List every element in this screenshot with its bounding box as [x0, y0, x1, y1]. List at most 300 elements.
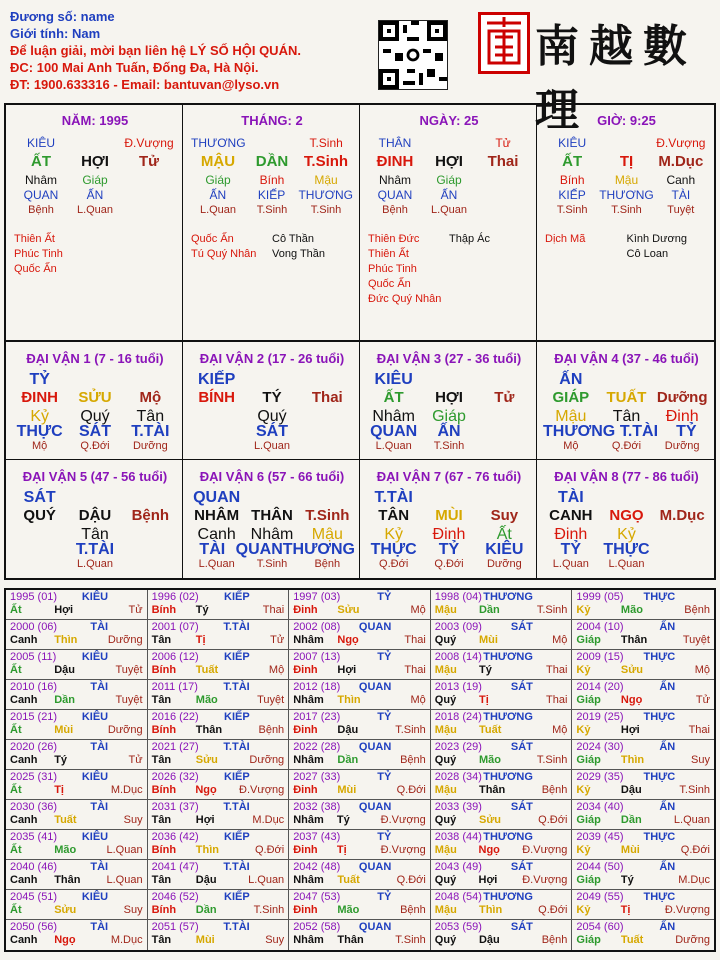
year-label: 2014 (20): [576, 681, 624, 693]
year-cell: [6, 680, 148, 710]
year-cell: [289, 740, 431, 770]
ten-god-row: [14, 136, 176, 151]
year-label: 2002 (08): [293, 621, 341, 633]
dai-van-stage: L.Quan: [253, 440, 291, 452]
header-info: [10, 8, 301, 93]
year-body: [10, 874, 143, 887]
dai-van-stage: [189, 439, 244, 454]
year-stage: Tử: [128, 754, 143, 766]
year-stem: Bính: [151, 844, 177, 856]
year-star: SÁT: [510, 621, 533, 633]
year-star: T.TÀI: [223, 801, 250, 813]
year-cell: [431, 890, 573, 920]
year-stage: M.Dục: [678, 874, 710, 886]
dai-van-god: SÁT: [255, 423, 288, 440]
year-label: 2024 (30): [576, 741, 624, 753]
year-label: 2013 (19): [434, 681, 482, 693]
year-body: [576, 814, 710, 827]
dai-van-can-chi: Mộ: [139, 389, 162, 406]
year-stage: T.Sinh: [253, 904, 285, 916]
dai-van-god: TÀI: [199, 541, 226, 558]
year-stem: Canh: [10, 754, 38, 766]
year-head: [435, 651, 533, 664]
shen-sha-left: [368, 232, 449, 307]
life-stage-row: [14, 203, 176, 218]
year-stem: Kỷ: [576, 784, 591, 796]
hidden-god: [476, 188, 530, 203]
dai-van-gods-row: [189, 542, 355, 557]
year-branch: Sửu: [478, 814, 502, 826]
shen-sha-item: Kình Dương: [626, 233, 687, 245]
dai-van-can-chi: QUÝ: [23, 507, 56, 524]
year-star: KIẾP: [224, 591, 250, 603]
dai-van-can-chi: GIÁP: [552, 389, 590, 406]
year-branch: Tuất: [478, 724, 502, 736]
year-stem: Mậu: [434, 784, 457, 796]
year-star: SÁT: [510, 921, 533, 933]
year-head: [576, 621, 675, 634]
year-stage: Thai: [262, 604, 285, 616]
dai-van-star: TÀI: [557, 489, 584, 506]
hidden-stem: Giáp: [205, 173, 231, 187]
hidden-stem: Bính: [259, 173, 285, 187]
year-stage: Tuyệt: [115, 664, 143, 676]
year-head: [576, 681, 675, 694]
year-stage: Dưỡng: [675, 934, 710, 946]
year-star: TÀI: [90, 741, 109, 753]
year-label: 2022 (28): [293, 741, 341, 753]
year-stage: Suy: [123, 814, 143, 826]
dai-van-hidden-row: [189, 409, 355, 424]
dai-van-can-chi: ẤT: [383, 389, 404, 406]
year-stem: Giáp: [576, 874, 601, 886]
year-head: [10, 591, 108, 604]
year-cell: [148, 590, 290, 620]
year-branch: Mùi: [337, 784, 357, 796]
year-head: [152, 621, 250, 634]
year-branch: Thìn: [620, 754, 645, 766]
year-stage: Thai: [404, 664, 426, 676]
shen-sha-item: Quốc Ấn: [368, 278, 411, 290]
year-branch: Ngọ: [337, 634, 359, 646]
year-branch: Tị: [336, 844, 347, 856]
year-label: 2031 (37): [151, 801, 199, 813]
year-head: [152, 921, 250, 934]
year-body: [152, 694, 285, 707]
dai-van-god: QUAN: [370, 423, 418, 440]
year-stage: Đ.Vượng: [522, 874, 568, 886]
year-stem: Đinh: [293, 604, 318, 616]
year-branch: Tị: [54, 784, 64, 796]
ten-god-row: [368, 136, 530, 151]
year-star: KIÊU: [81, 771, 109, 783]
ten-god: Tử: [495, 136, 511, 150]
year-body: [576, 874, 710, 887]
year-branch: Ngọ: [620, 694, 643, 706]
year-stage: T.Sinh: [679, 784, 710, 796]
year-stage: Thai: [404, 634, 426, 646]
hidden-god: ẤN: [209, 188, 227, 202]
ten-god: T.Sinh: [309, 136, 343, 150]
year-branch: Mão: [195, 694, 218, 706]
year-star: QUAN: [358, 861, 392, 873]
year-body: [10, 844, 143, 857]
year-branch: Hợi: [478, 874, 498, 886]
dai-van-blank: [300, 372, 355, 387]
year-stem: Mậu: [434, 904, 457, 916]
shen-sha-left: [14, 232, 95, 277]
dai-van-title: ĐẠI VẬN 4 (37 - 46 tuổi): [554, 351, 699, 366]
year-branch: Dậu: [478, 934, 500, 946]
dai-van-blank: [654, 490, 710, 505]
hidden-god: TÀI: [671, 188, 691, 202]
dai-van-god: TỶ: [560, 541, 582, 558]
year-star: ẤN: [659, 861, 676, 873]
life-stage: L.Quan: [76, 204, 114, 216]
year-stage: Mộ: [552, 724, 568, 736]
year-label: 2044 (50): [576, 861, 624, 873]
year-body: [293, 724, 426, 737]
dai-van-god: [123, 542, 178, 557]
year-star: THƯƠNG: [483, 771, 533, 783]
year-body: [152, 814, 285, 827]
dai-van-god: THƯƠNG: [543, 423, 616, 440]
dai-van-hidden: Canh: [197, 526, 236, 543]
year-cell: [148, 710, 290, 740]
dai-van-star: TỶ: [29, 371, 50, 388]
dai-van-can-chi-row: [543, 387, 710, 409]
year-stem: Mậu: [434, 604, 457, 616]
year-label: 2042 (48): [293, 861, 341, 873]
year-branch: Thân: [478, 784, 506, 796]
year-label: 2001 (07): [151, 621, 199, 633]
year-stem: Quý: [434, 634, 457, 646]
year-stage: Bệnh: [541, 934, 568, 946]
year-branch: Thìn: [195, 844, 219, 856]
dai-van-can-chi: THÂN: [251, 507, 293, 524]
year-label: 2021 (27): [151, 741, 199, 753]
dai-van-stage: L.Quan: [608, 558, 645, 570]
year-cell: [148, 800, 290, 830]
life-stage: L.Quan: [199, 204, 237, 216]
dai-van-stage: Mộ: [32, 440, 48, 452]
dai-van-5: [6, 460, 183, 578]
dai-van-hidden: Nhâm: [250, 526, 294, 543]
year-cell: [289, 710, 431, 740]
year-branch: Dậu: [620, 784, 642, 796]
dai-van-stage: [477, 439, 532, 454]
year-star: THỰC: [643, 711, 676, 723]
dai-van-title: ĐẠI VẬN 3 (27 - 36 tuổi): [376, 351, 522, 366]
shen-sha: [545, 232, 708, 262]
dai-van-star-row: [366, 372, 532, 387]
shen-sha-item: Thiên Ất: [14, 233, 55, 245]
year-stem: Canh: [10, 874, 38, 886]
year-cell: [289, 680, 431, 710]
year-stem: Giáp: [576, 934, 601, 946]
year-star: THỰC: [643, 831, 676, 843]
dai-van-can-chi: TÝ: [262, 389, 282, 406]
year-head: [435, 591, 533, 604]
year-label: 2020 (26): [10, 741, 58, 753]
shen-sha-right: [272, 232, 353, 262]
year-label: 1995 (01): [10, 591, 58, 603]
year-cell: [6, 740, 148, 770]
year-label: 2040 (46): [10, 861, 58, 873]
dai-van-title: ĐẠI VẬN 6 (57 - 66 tuổi): [199, 469, 345, 484]
year-head: [10, 741, 108, 754]
year-head: [10, 651, 108, 664]
year-branch: Ngọ: [478, 844, 500, 856]
year-stem: Ất: [10, 784, 22, 796]
year-stem: Mậu: [434, 664, 457, 676]
year-body: [435, 874, 568, 887]
dai-van-stage-row: [12, 557, 178, 572]
year-star: T.TÀI: [223, 861, 250, 873]
year-stage: Suy: [123, 904, 143, 916]
year-label: 2015 (21): [10, 711, 58, 723]
year-head: [293, 651, 391, 664]
shen-sha: [368, 232, 530, 307]
hidden-god: [122, 188, 176, 203]
shen-sha-right: [95, 232, 176, 277]
dai-van-blank: [123, 490, 178, 505]
year-branch: Hợi: [337, 664, 357, 676]
can-chi: HỢI: [81, 153, 109, 170]
year-stage: Mộ: [410, 694, 426, 706]
year-branch: Tý: [336, 814, 350, 826]
year-head: [576, 711, 675, 724]
year-head: [576, 891, 675, 904]
year-cell: [431, 680, 573, 710]
year-head: [152, 861, 250, 874]
hidden-stem: Mậu: [314, 173, 338, 187]
year-branch: Mão: [54, 844, 77, 856]
year-stage: Dưỡng: [249, 754, 285, 766]
dai-van-title: ĐẠI VẬN 8 (77 - 86 tuổi): [554, 469, 699, 484]
year-body: [152, 844, 285, 857]
dai-van-stage: Bệnh: [314, 558, 341, 570]
year-branch: Dần: [337, 754, 359, 766]
year-branch: Dần: [620, 814, 642, 826]
shen-sha-item: Phúc Tinh: [368, 263, 417, 275]
year-head: [10, 711, 108, 724]
dai-van-star-row: [12, 372, 178, 387]
gender-value: Nam: [71, 26, 101, 41]
year-stage: T.Sinh: [395, 934, 426, 946]
year-branch: Tý: [195, 604, 209, 616]
dai-van-can-chi-row: [366, 387, 532, 409]
shen-sha-item: Vong Thần: [272, 248, 326, 260]
year-star: THƯƠNG: [483, 711, 533, 723]
dai-van-gods-row: [543, 424, 710, 439]
can-chi: DẦN: [255, 153, 289, 170]
dai-van-blank: [244, 490, 299, 505]
dai-van-god: QUAN: [235, 541, 283, 558]
year-branch: Mão: [620, 604, 643, 616]
year-star: QUAN: [358, 681, 392, 693]
hidden-god: QUAN: [377, 188, 413, 202]
year-branch: Thìn: [54, 634, 78, 646]
dai-van-gods-row: [12, 542, 178, 557]
year-star: TÀI: [90, 621, 109, 633]
year-star: THƯƠNG: [483, 831, 533, 843]
year-body: [293, 664, 426, 677]
year-body: [435, 934, 568, 947]
life-stage: [476, 203, 530, 218]
year-label: 2041 (47): [151, 861, 199, 873]
dai-van-stage-row: [366, 439, 532, 454]
year-branch: Thân: [54, 874, 81, 886]
year-label: 1999 (05): [576, 591, 624, 603]
year-branch: Tý: [478, 664, 492, 676]
year-label: 2028 (34): [434, 771, 482, 783]
year-cell: [289, 860, 431, 890]
year-stage: L.Quan: [106, 874, 143, 886]
year-stem: Bính: [151, 904, 177, 916]
dai-van-can-chi: ĐINH: [21, 389, 58, 406]
year-stage: Bệnh: [541, 784, 568, 796]
year-body: [435, 844, 568, 857]
dai-van-can-chi-row: [543, 505, 710, 527]
year-star: QUAN: [358, 921, 392, 933]
four-pillars: [4, 103, 716, 342]
year-stage: Tuyệt: [115, 694, 143, 706]
year-branch: Mùi: [620, 844, 640, 856]
year-head: [293, 861, 391, 874]
dai-van-stage: Dưỡng: [486, 558, 522, 570]
year-stem: Đinh: [293, 844, 318, 856]
year-cell: [572, 830, 714, 860]
dai-van-hidden: Mậu: [311, 526, 343, 543]
dai-van-title: ĐẠI VẬN 2 (17 - 26 tuổi): [199, 351, 345, 366]
year-cell: [148, 830, 290, 860]
year-star: ẤN: [659, 741, 676, 753]
can-chi: HỢI: [435, 153, 463, 170]
year-stage: Q.Đới: [396, 874, 426, 886]
year-body: [152, 784, 285, 797]
year-body: [152, 874, 285, 887]
year-star: SÁT: [510, 861, 533, 873]
dai-van-god: TỶ: [676, 423, 697, 440]
dai-van-hidden: Tân: [612, 408, 641, 425]
hidden-god-row: [14, 188, 176, 203]
year-branch: Tị: [478, 694, 489, 706]
dai-van-hidden: [123, 527, 178, 542]
dai-van-hidden-row: [189, 527, 355, 542]
year-body: [10, 934, 143, 947]
owner-label: Đương số:: [10, 9, 78, 24]
year-branch: Tuất: [620, 934, 644, 946]
year-star: T.TÀI: [223, 681, 250, 693]
year-branch: Hợi: [54, 604, 74, 616]
year-head: [576, 651, 675, 664]
year-label: 2012 (18): [293, 681, 341, 693]
dai-van-hidden: [300, 409, 355, 424]
year-cell: [148, 620, 290, 650]
year-stem: Tân: [151, 634, 172, 646]
year-head: [435, 741, 533, 754]
hidden-stem-row: [191, 173, 353, 188]
hidden-stem: Giáp: [82, 173, 108, 187]
year-head: [293, 921, 391, 934]
life-stage: L.Quan: [430, 204, 468, 216]
year-stem: Ất: [10, 604, 22, 616]
year-label: 2026 (32): [151, 771, 199, 783]
pillar-title: NGÀY: 25: [419, 113, 479, 128]
shen-sha-item: Thiên Ất: [368, 248, 409, 260]
year-body: [152, 724, 285, 737]
ten-god: [422, 136, 476, 151]
hidden-god: ẤN: [440, 188, 458, 202]
dai-van-can-chi: Bệnh: [131, 507, 170, 524]
year-label: 2037 (43): [293, 831, 341, 843]
dai-van-stage: Q.Đới: [611, 440, 642, 452]
ten-god: Đ.Vượng: [656, 136, 706, 150]
year-body: [152, 634, 285, 647]
shen-sha-left: [545, 232, 627, 262]
can-chi-row: [545, 151, 708, 173]
year-label: 2051 (57): [151, 921, 199, 933]
year-head: [293, 681, 391, 694]
year-star: KIẾP: [224, 831, 250, 843]
year-star: THỰC: [643, 591, 676, 603]
year-head: [293, 831, 391, 844]
year-head: [576, 591, 675, 604]
year-head: [152, 741, 250, 754]
year-label: 2046 (52): [151, 891, 199, 903]
year-star: ẤN: [659, 621, 676, 633]
year-star: TỶ: [377, 651, 392, 663]
year-body: [435, 724, 568, 737]
year-branch: Ngọ: [195, 784, 217, 796]
dai-van-1: [6, 342, 183, 460]
year-star: THƯƠNG: [483, 891, 533, 903]
year-label: 2032 (38): [293, 801, 341, 813]
year-body: [576, 634, 710, 647]
year-branch: Hợi: [195, 814, 215, 826]
year-head: [152, 831, 250, 844]
year-branch: Mão: [478, 754, 501, 766]
dai-van-blank: [477, 490, 532, 505]
year-stem: Kỷ: [576, 664, 591, 676]
address-line: ĐC: 100 Mai Anh Tuấn, Đống Đa, Hà Nội.: [10, 60, 259, 75]
year-head: [152, 681, 250, 694]
year-label: 2011 (17): [151, 681, 198, 693]
year-branch: Tý: [620, 874, 634, 886]
year-star: TỶ: [377, 831, 392, 843]
dai-van-can-chi-row: [189, 505, 355, 527]
dai-van-can-chi-row: [189, 387, 355, 409]
year-head: [10, 771, 108, 784]
hidden-stem: Bính: [559, 173, 585, 187]
year-body: [435, 694, 568, 707]
year-star: TÀI: [90, 921, 109, 933]
dai-van-god: THƯƠNG: [282, 541, 355, 558]
year-star: ẤN: [659, 681, 676, 693]
dai-van-blank: [599, 490, 655, 505]
dai-van-god: [654, 542, 710, 557]
year-cell: [431, 710, 573, 740]
year-body: [293, 784, 426, 797]
year-stem: Bính: [151, 784, 177, 796]
shen-sha-item: Cô Thần: [272, 233, 314, 245]
brand-title: 南越數理: [535, 21, 697, 136]
year-label: 2003 (09): [434, 621, 482, 633]
year-branch: Mùi: [195, 934, 215, 946]
dai-van-hidden: Giáp: [432, 408, 466, 425]
year-body: [576, 694, 710, 707]
